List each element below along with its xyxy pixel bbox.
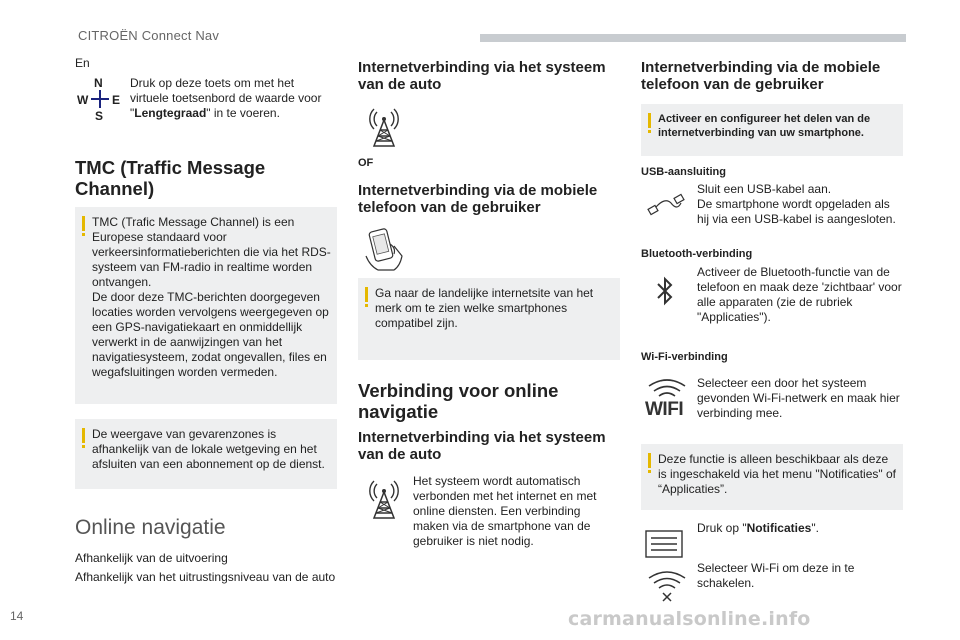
- note-marker-icon: [82, 428, 85, 443]
- wifi-off-icon: [645, 570, 689, 604]
- usb-cable-icon: [647, 193, 685, 219]
- wifi-label: Wi-Fi-verbinding: [641, 351, 728, 363]
- or-label: OF: [358, 157, 374, 169]
- h-phone-connection: Internetverbinding via de mobiele telefoon van de gebruiker: [358, 182, 598, 216]
- compass-icon: N W E S: [77, 76, 121, 123]
- tmc-title: TMC (Traffic Message Channel): [75, 157, 266, 199]
- usb-label: USB-aansluiting: [641, 166, 726, 178]
- h-system-connection-2: Internetverbinding via het systeem van de auto: [358, 429, 606, 463]
- online-title: Online navigatie: [75, 516, 226, 539]
- en-label: En: [75, 56, 90, 70]
- function-note: Deze functie is alleen beschikbaar als deze is ingeschakeld via het menu "Notificaties" of “Applicaties”.: [641, 444, 903, 510]
- activate-note: Activeer en configureer het delen van de internetverbinding van uw smartphone.: [641, 104, 903, 156]
- antenna-icon: [366, 106, 402, 148]
- tmc-note: TMC (Trafic Message Channel) is een Europese standaard voor verkeersinformatieberichten die via het RDS-systeem van FM-radio in realtime worden ontvangen. De door deze TMC-berichten doorgegeven locaties worden vervolgens weergegeven op een GPS-navigatiekaart en onmiddellijk verwerkt in de aanwijzingen van het navigatiesysteem, zodat ongevallen, files en wegafsluitingen worden vermeden.: [75, 207, 337, 404]
- online-line2: Afhankelijk van het uitrustingsniveau van de auto: [75, 570, 336, 584]
- compass-instruction: Druk op deze toets om met het virtuele toetsenbord de waarde voor "Lengtegraad" in te voeren.: [130, 76, 322, 120]
- note-marker-icon: [82, 216, 85, 231]
- menu-list-icon: [645, 530, 683, 558]
- note-marker-icon: [648, 453, 651, 468]
- note-marker-icon: [648, 113, 651, 128]
- notifications-instruction: Druk op "Notificaties".: [697, 521, 819, 535]
- antenna-icon: [366, 478, 402, 520]
- bluetooth-label: Bluetooth-verbinding: [641, 248, 753, 260]
- bluetooth-text: Activeer de Bluetooth-functie van de telefoon en maak deze 'zichtbaar' voor alle apparaten (zie de rubriek "Applicaties").: [697, 265, 902, 324]
- watermark: carmanualsonline.info: [568, 608, 811, 630]
- page-number: 14: [10, 609, 24, 623]
- header-bar: [480, 34, 906, 42]
- zones-note: De weergave van gevarenzones is afhankelijk van de lokale wetgeving en het afsluiten van een abonnement op de dienst.: [75, 419, 337, 489]
- bluetooth-icon: [655, 275, 675, 307]
- usb-text: Sluit een USB-kabel aan. De smartphone wordt opgeladen als hij via een USB-kabel is aangesloten.: [697, 182, 896, 226]
- h-system-connection: Internetverbinding via het systeem van de auto: [358, 59, 606, 93]
- header-title: CITROËN Connect Nav: [78, 28, 220, 43]
- smartphone-hand-icon: [364, 226, 406, 272]
- wifi-icon-text: WIFI: [645, 399, 684, 420]
- wifi-text: Selecteer een door het systeem gevonden Wi-Fi-netwerk en maak hier verbinding mee.: [697, 376, 900, 420]
- online-connection-title: Verbinding voor online navigatie: [358, 380, 559, 422]
- note-marker-icon: [365, 287, 368, 302]
- system-auto-text: Het systeem wordt automatisch verbonden met het internet en met online diensten. Een verbinding maken via de smartphone van de gebruiker is niet nodig.: [413, 474, 597, 548]
- phone-note: Ga naar de landelijke internetsite van het merk om te zien welke smartphones compatibel zijn.: [358, 278, 620, 360]
- h-phone-connection-3: Internetverbinding via de mobiele telefoon van de gebruiker: [641, 59, 881, 93]
- online-line1: Afhankelijk van de uitvoering: [75, 551, 228, 565]
- wifi-icon: [645, 378, 689, 422]
- wifi-toggle-text: Selecteer Wi-Fi om deze in te schakelen.: [697, 561, 855, 590]
